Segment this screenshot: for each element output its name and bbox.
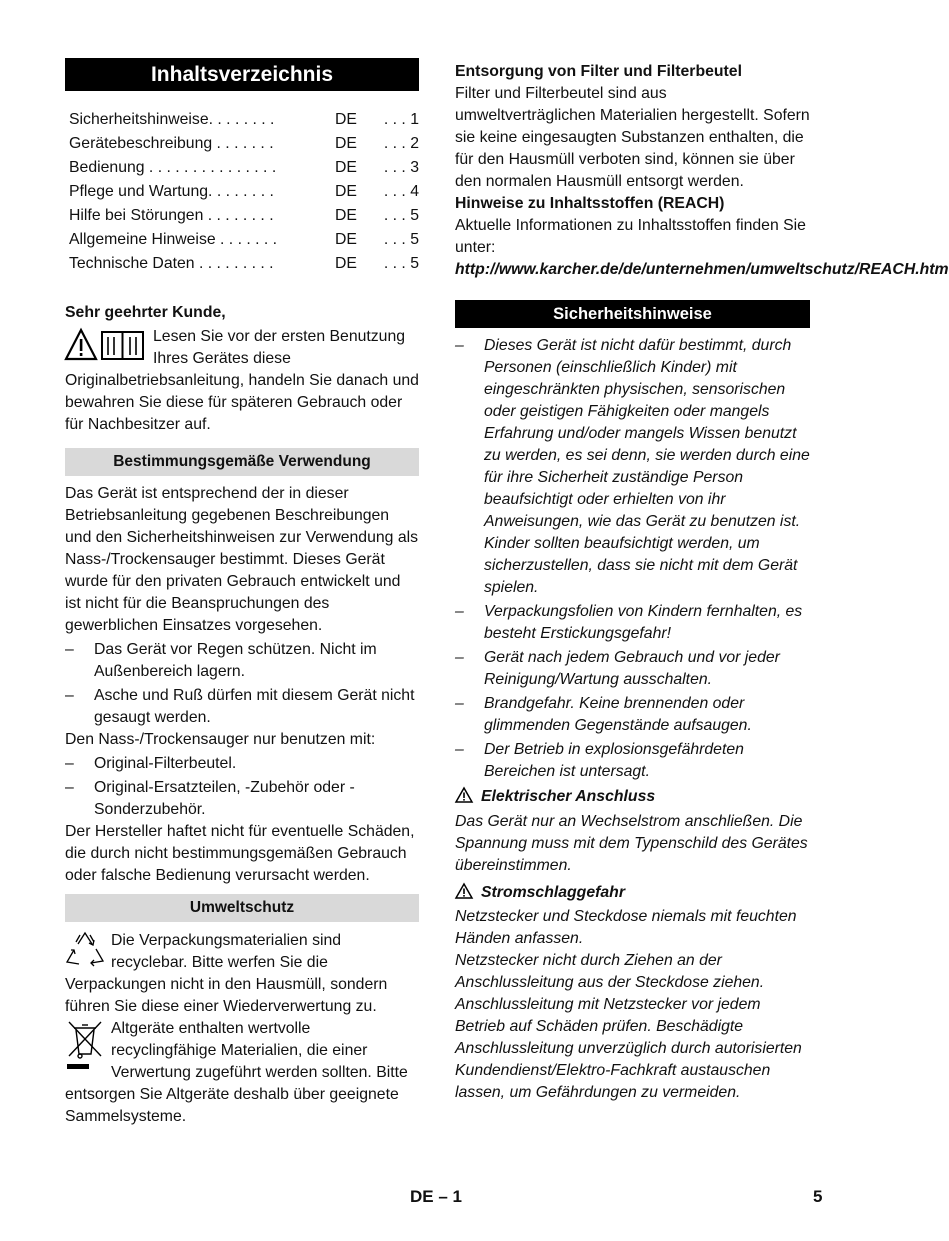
list-item: – Der Betrieb in explosionsgefährdeten Bereichen ist untersagt.	[455, 739, 810, 783]
footer-section: DE – 1	[410, 1187, 462, 1206]
only-with-list	[65, 753, 419, 821]
toc-row[interactable]: Gerätebeschreibung . . . . . . . DE . . . 2	[69, 135, 419, 152]
list-item: – Original-Filterbeutel.	[65, 753, 419, 775]
toc-row[interactable]: Sicherheitshinweise. . . . . . . . DE . . . 1	[69, 111, 419, 128]
list-item: – Das Gerät vor Regen schützen. Nicht im Außenbereich lagern.	[65, 639, 419, 683]
list-item: – Original-Ersatzteilen, -Zubehör oder -Sonderzubehör.	[65, 777, 419, 821]
shock-heading	[455, 882, 810, 904]
liability-text: Der Hersteller haftet nicht für eventuelle Schäden, die durch nicht bestimmungsgemäßen Gebrauch oder falsche Bedienung verursacht werden.	[65, 823, 415, 884]
warning-manual-icon	[65, 328, 147, 362]
crossed-bin-icon	[65, 1020, 105, 1076]
toc-row[interactable]: Hilfe bei Störungen . . . . . . . . DE . . . 5	[69, 207, 419, 224]
intro-text: Lesen Sie vor der ersten Benutzung Ihres Gerätes diese Originalbetriebsanleitung, handeln Sie danach und bewahren Sie diese für späteren Gebrauch oder für Nachbesitzer auf.	[65, 328, 419, 433]
electrical-text: Das Gerät nur an Wechselstrom anschließen. Die Spannung muss mit dem Typenschild des Gerätes übereinstimmen.	[455, 813, 808, 874]
list-item: – Asche und Ruß dürfen mit diesem Gerät nicht gesaugt werden.	[65, 685, 419, 729]
env-recycle-block	[65, 930, 419, 1018]
left-column	[65, 58, 419, 1128]
section-environment: Umweltschutz	[65, 894, 419, 922]
electrical-heading	[455, 786, 810, 808]
list-item: – Verpackungsfolien von Kindern fernhalten, es besteht Erstickungsgefahr!	[455, 601, 810, 645]
intended-use-text: Das Gerät ist entsprechend der in dieser Betriebsanleitung gegebenen Beschreibungen und den Sicherheitshinweisen zur Verwendung als Nass-/Trockensauger bestimmt. Dieses Gerät wurde für den privaten Gebrauch entwickelt und ist nicht für die Beanspruchungen des gewerblichen Einsatzes vorgesehen.	[65, 485, 419, 634]
list-item: – Brandgefahr. Keine brennenden oder glimmenden Gegenstände aufsaugen.	[455, 693, 810, 737]
toc-row[interactable]: Allgemeine Hinweise . . . . . . . DE . . . 5	[69, 231, 419, 248]
toc-row[interactable]: Pflege und Wartung. . . . . . . . DE . . . 4	[69, 183, 419, 200]
env-recycle-text: Die Verpackungsmaterialien sind recyclebar. Bitte werfen Sie die Verpackungen nicht in den Hausmüll, sondern führen Sie diese einer Wiederverwertung zu.	[65, 932, 388, 1015]
section-intended-use: Bestimmungsgemäße Verwendung	[65, 448, 419, 476]
greeting: Sehr geehrter Kunde,	[65, 304, 226, 321]
page-number: 5	[813, 1187, 823, 1206]
shock-title: Stromschlaggefahr	[481, 884, 625, 901]
table-of-contents	[69, 108, 419, 276]
right-column	[455, 61, 949, 1104]
warning-icon	[455, 787, 473, 803]
intended-use-list	[65, 639, 419, 729]
shock-text-3: Anschlussleitung mit Netzstecker vor jedem Betrieb auf Schäden prüfen. Beschädigte Anschlussleitung unverzüglich durch autorisierten Kundendienst/Elektro-Fachkraft austauschen lassen, um Gefährdungen zu vermeiden.	[455, 996, 802, 1101]
safety-list	[455, 335, 810, 783]
intro-block	[65, 326, 419, 436]
list-item: – Gerät nach jedem Gebrauch und vor jeder Reinigung/Wartung ausschalten.	[455, 647, 810, 691]
toc-row[interactable]: Bedienung . . . . . . . . . . . . . . . DE . . . 3	[69, 159, 419, 176]
shock-text-2: Netzstecker nicht durch Ziehen an der Anschlussleitung aus der Steckdose ziehen.	[455, 952, 765, 991]
disposal-text: Filter und Filterbeutel sind aus umweltverträglichen Materialien hergestellt. Sofern sie keine eingesaugten Substanzen enthalten, die für den Hausmüll verboten sind, können sie über den normalen Hausmüll entsorgt werden.	[455, 85, 810, 190]
only-with-text: Den Nass-/Trockensauger nur benutzen mit:	[65, 731, 376, 748]
section-safety: Sicherheitshinweise	[455, 300, 810, 328]
shock-text-1: Netzstecker und Steckdose niemals mit feuchten Händen anfassen.	[455, 908, 797, 947]
toc-row[interactable]: Technische Daten . . . . . . . . . DE . . . 5	[69, 255, 419, 272]
env-weee-block	[65, 1018, 419, 1128]
disposal-title: Entsorgung von Filter und Filterbeutel	[455, 63, 742, 80]
recycling-icon	[65, 930, 105, 972]
toc-title: Inhaltsverzeichnis	[65, 58, 419, 91]
list-item: – Dieses Gerät ist nicht dafür bestimmt, durch Personen (einschließlich Kinder) mit eingeschränkten physischen, sensorischen oder geistigen Fähigkeiten oder mangels Erfahrung und/oder mangels Wissen benutzt zu werden, es sei denn, sie werden durch eine für ihre Sicherheit zuständige Person beaufsichtigt oder erhielten von ihr Anweisungen, wie das Gerät zu benutzen ist. Kinder sollten beaufsichtigt werden, um sicherzustellen, dass sie nicht mit dem Gerät spielen.	[455, 335, 810, 599]
electrical-title: Elektrischer Anschluss	[481, 788, 656, 805]
reach-link[interactable]: http://www.karcher.de/de/unternehmen/umweltschutz/REACH.htm	[455, 261, 949, 278]
env-weee-text: Altgeräte enthalten wertvolle recyclingfähige Materialien, die einer Verwertung zugeführt werden sollten. Bitte entsorgen Sie Altgeräte deshalb über geeignete Sammelsysteme.	[65, 1020, 408, 1125]
reach-title: Hinweise zu Inhaltsstoffen (REACH)	[455, 195, 725, 212]
warning-icon	[455, 883, 473, 899]
reach-text: Aktuelle Informationen zu Inhaltsstoffen finden Sie unter:	[455, 217, 806, 256]
